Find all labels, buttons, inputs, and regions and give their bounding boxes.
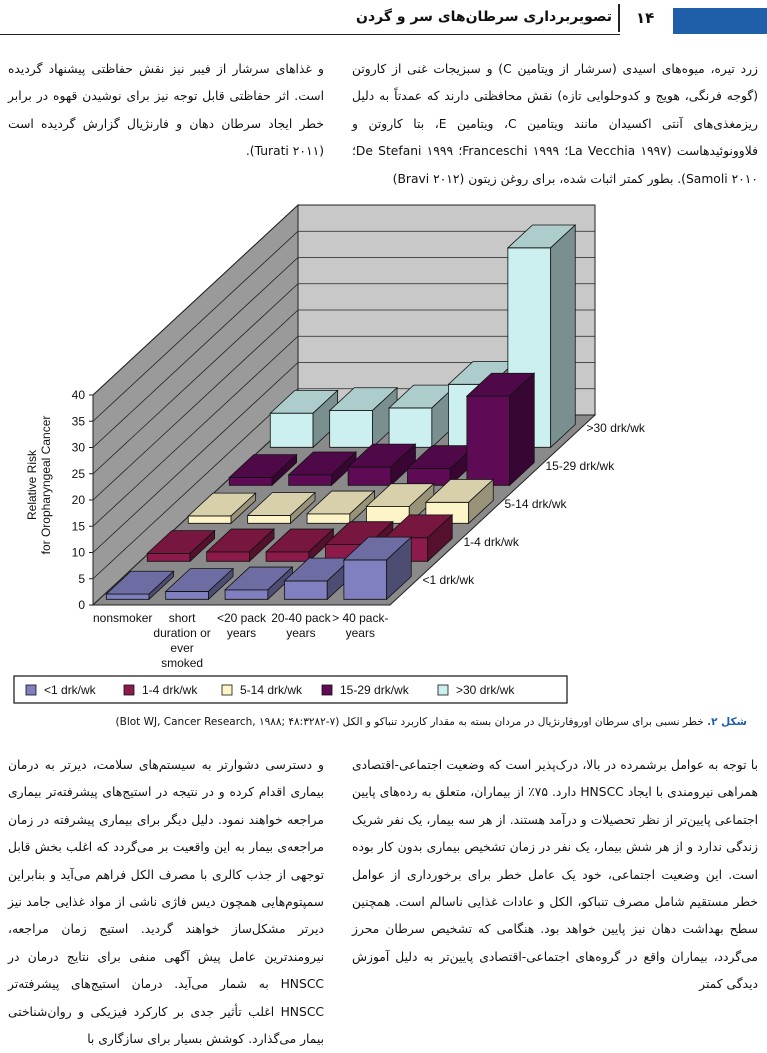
legend-swatch	[438, 685, 448, 695]
bar-front	[344, 560, 387, 599]
bar-front	[166, 591, 209, 599]
header-rule	[0, 34, 620, 35]
legend-label: 15-29 drk/wk	[340, 683, 409, 697]
x-tick-label: years	[226, 626, 257, 640]
chapter-title: تصویربرداری سرطان‌های سر و گردن	[356, 9, 612, 25]
legend	[14, 676, 567, 703]
page-header	[0, 0, 767, 36]
legend-swatch	[322, 685, 332, 695]
header-separator	[618, 4, 620, 32]
bar-front	[389, 408, 432, 447]
paragraph: و غذاهای سرشار از فیبر نیز نقش حفاظتی پیشنهاد گردیده است. اثر حفاظتی قابل توجه نیز برای نوشیدن قهوه در برابر خطر ایجاد سرطان دهان و فارنژیال گزارش گردیده است (Turati ۲۰۱۱).	[8, 62, 324, 159]
bar-front	[147, 553, 190, 561]
caption-label: شکل ۲.	[707, 716, 747, 728]
y-tick-label: 25	[71, 466, 85, 481]
header-color-bar	[673, 8, 767, 34]
bar-front	[188, 516, 231, 523]
legend-swatch	[222, 685, 232, 695]
bar-front	[407, 469, 450, 486]
bar-front	[106, 594, 149, 599]
y-tick-label: 20	[71, 493, 85, 507]
x-tick-label: years	[286, 626, 316, 640]
legend-label: 1-4 drk/wk	[142, 683, 198, 697]
x-tick-label: short	[168, 611, 196, 625]
page-number: ۱۴	[636, 9, 655, 27]
paragraph: زرد تیره، میوه‌های اسیدی (سرشار از ویتامین C) و سبزیجات غنی از کاروتن (گوجه فرنگی، هویج و کدوحلوایی تازه) نقش محافظتی دارند که عمدتاً به دلیل ریزمغذی‌های آنتی اکسیدان مانند ویتامین C، ویتامین E، بتا کاروتن و فلاوونوئیدهاست (La Vecchia ۱۹۹۷؛ Franceschi ۱۹۹۹؛ De Stefani ۱۹۹۹؛ Samoli ۲۰۱۰). بطور کمتر اثبات شده، برای روغن زیتون (Bravi ۲۰۱۲)	[352, 62, 758, 186]
y-tick-label: 35	[71, 414, 85, 429]
text-block-top-right	[352, 56, 758, 193]
y-tick-label: 40	[71, 388, 85, 402]
bar-front	[307, 514, 350, 523]
chart-svg	[0, 200, 767, 710]
legend-label: 5-14 drk/wk	[240, 683, 303, 697]
depth-label: 15-29 drk/wk	[545, 459, 615, 473]
y-tick-label: 0	[78, 598, 85, 612]
caption-text: خطر نسبی برای سرطان اوروفارنژیال در مردان بسته به مقدار کاربرد تنباکو و الکل (۷-۴۸:۳۲۸۲ ;۱۹۸۸ ,Blot WJ, Cancer Research)	[115, 716, 704, 728]
text-block-bottom-right	[352, 752, 758, 999]
bar-front	[467, 396, 510, 485]
bar-front	[284, 581, 327, 599]
legend-swatch	[26, 685, 36, 695]
text-block-top-left	[8, 56, 324, 166]
depth-label: >30 drk/wk	[586, 421, 645, 435]
text-block-bottom-left	[8, 752, 324, 1053]
bar-front	[229, 477, 272, 485]
x-tick-label: duration or	[153, 626, 211, 640]
legend-label: <1 drk/wk	[44, 683, 96, 697]
legend-label: >30 drk/wk	[456, 683, 515, 697]
bar-front	[330, 411, 373, 448]
x-tick-label: ever	[170, 641, 194, 655]
bar-front	[225, 590, 268, 599]
x-tick-label: years	[345, 626, 375, 640]
paragraph: و دسترسی دشوارتر به سیستم‌های سلامت، دیرتر به درمان بیماری اقدام کرده و در نتیجه در استیج‌های پیشرفته‌تر بیماری مراجعه خواهند نمود. دلیل دیگر برای بیماری پیشرفته در زمان مراجعه‌ی بیمار به این واقعیت بر می‌گردد که اغلب بخش قابل توجهی از جذب کالری با مصرف الکل فراهم می‌آید و بنابراین سمپتوم‌هایی همچون دیس فاژی ناشی از مواد غذایی جامد نیز دیرتر مشکل‌ساز خواهند گردید. استیج زمان مراجعه، نیرومندترین عامل پیش آگهی منفی برای نتایج درمان در HNSCC به شمار می‌آید. درمان استیج‌های پیشرفته‌تر HNSCC اغلب تأثیر جدی بر کارکرد فیزیکی و روان‌شناختی بیمار می‌گذارد. کوشش بسیار برای سازگاری با	[8, 758, 324, 1047]
y-axis-label: Relative Risk	[25, 449, 39, 521]
y-tick-label: 5	[78, 571, 85, 586]
figure-caption	[20, 716, 747, 728]
bar-3-4	[467, 373, 534, 485]
bar-front	[266, 552, 309, 561]
y-tick-label: 30	[71, 440, 85, 455]
x-tick-label: <20 pack	[216, 611, 267, 625]
bar-front	[270, 413, 313, 447]
paragraph: با توجه به عوامل برشمرده در بالا، درک‌پذیر است که وضعیت اجتماعی-اقتصادی همراهی نیرومندی با ایجاد HNSCC دارد. ۷۵٪ از بیماران، متعلق به رده‌های پایین اجتماعی پایین‌تر از نظر تحصیلات و درآمد هستند. از هر سه بیمار، یک نفر شریک زندگی ندارد و از هر شش بیمار، یک نفر در زمان تشخیص بیماری بدون کار بوده است. این وضعیت اجتماعی، خود یک عامل خطر برای برخورداری از عوامل خطر مستقیم شامل مصرف تنباکو، الکل و عادات غذایی ناسالم است. همچنین سطح بهداشت دهان نیز پایین خواهد بود. هنگامی که تشخیص سرطان محرز می‌گردد، بیماران واقع در گروه‌های اجتماعی-اقتصادی پایین‌تر به دلیل آموزش دیدگی کمتر	[352, 758, 758, 992]
y-tick-label: 10	[71, 545, 85, 560]
relative-risk-chart	[0, 200, 767, 710]
bar-front	[348, 467, 391, 485]
y-axis-label: for Oropharyngeal Cancer	[39, 415, 53, 555]
bar-side	[551, 225, 576, 447]
depth-label: <1 drk/wk	[422, 573, 475, 587]
bar-front	[207, 552, 250, 561]
x-tick-label: > 40 pack-	[332, 611, 389, 625]
bar-front	[248, 515, 291, 523]
depth-label: 5-14 drk/wk	[504, 497, 567, 511]
x-tick-label: smoked	[161, 656, 204, 670]
x-tick-label: nonsmoker	[93, 611, 153, 625]
depth-label: 1-4 drk/wk	[463, 535, 519, 549]
legend-swatch	[124, 685, 134, 695]
x-tick-label: 20-40 pack	[271, 611, 331, 625]
y-tick-label: 15	[71, 519, 85, 534]
bar-front	[289, 475, 332, 486]
